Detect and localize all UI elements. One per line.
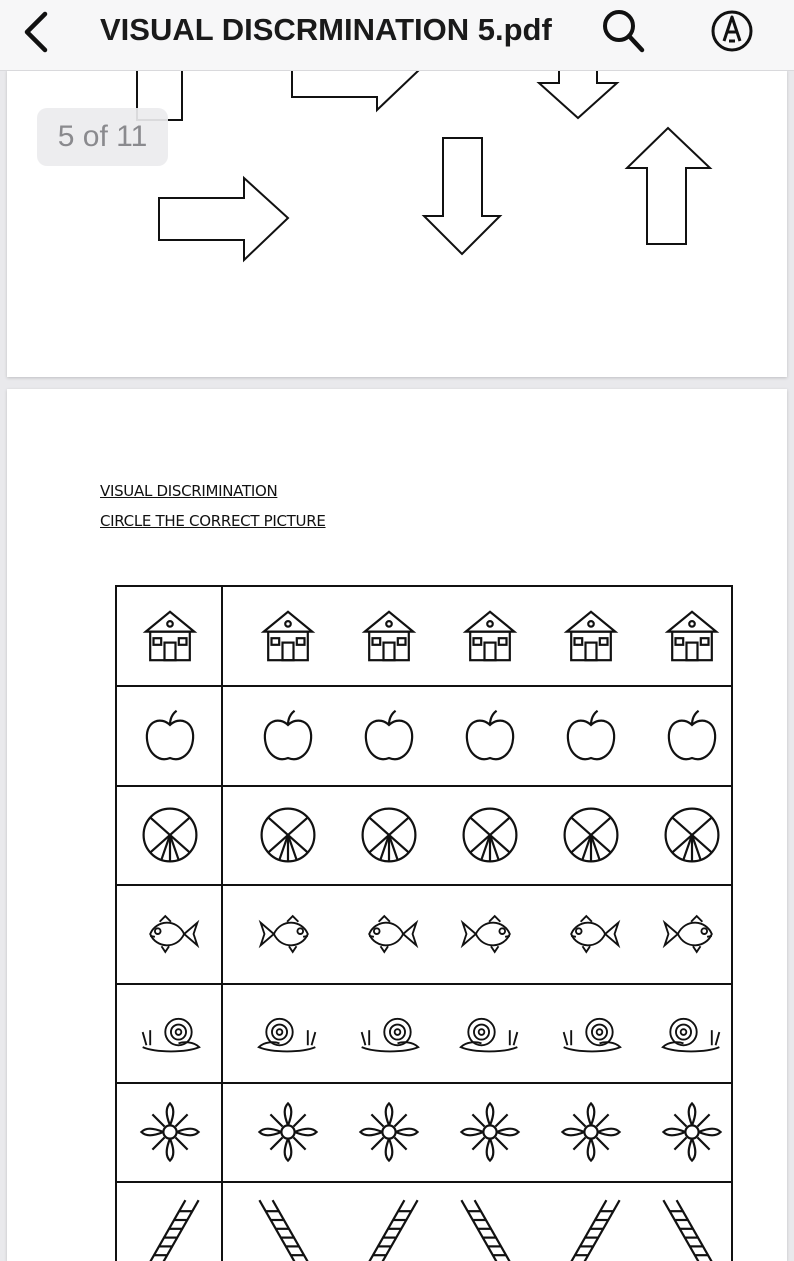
chevron-left-icon (18, 10, 58, 54)
house-icon (548, 593, 634, 679)
grid-divider (221, 587, 223, 1261)
house-option-2[interactable] (346, 593, 432, 679)
circle-wedges-icon (447, 792, 533, 878)
markup-button[interactable] (707, 6, 757, 56)
arrow-right (159, 178, 288, 260)
house-option-4[interactable] (548, 593, 634, 679)
worksheet-title: VISUAL DISCRIMINATION (100, 482, 278, 500)
house-icon (245, 593, 331, 679)
search-icon (598, 6, 648, 56)
row-divider (117, 1181, 731, 1183)
snail-target-picture (127, 990, 213, 1076)
worksheet-instruction: CIRCLE THE CORRECT PICTURE (100, 512, 326, 530)
back-button[interactable] (18, 10, 58, 54)
apple-icon (127, 693, 213, 779)
ladder-option-2[interactable] (346, 1188, 432, 1261)
flower-icon (548, 1089, 634, 1175)
ladder-icon (548, 1188, 634, 1261)
arrow-up (627, 128, 710, 244)
snail-icon (548, 990, 634, 1076)
house-icon (346, 593, 432, 679)
fish-option-4[interactable] (548, 891, 634, 977)
circle-wedges-icon (346, 792, 432, 878)
flower-target-picture (127, 1089, 213, 1175)
fish-target-picture (127, 891, 213, 977)
apple-icon (548, 693, 634, 779)
house-option-1[interactable] (245, 593, 331, 679)
house-icon (127, 593, 213, 679)
fish-option-2[interactable] (346, 891, 432, 977)
house-target-picture (127, 593, 213, 679)
ladder-option-5[interactable] (649, 1188, 735, 1261)
apple-icon (447, 693, 533, 779)
circle-wedges-icon (649, 792, 735, 878)
circle-wedges-option-4[interactable] (548, 792, 634, 878)
worksheet-grid (115, 585, 733, 1261)
flower-option-5[interactable] (649, 1089, 735, 1175)
flower-option-4[interactable] (548, 1089, 634, 1175)
fish-icon (127, 891, 213, 977)
circle-wedges-option-2[interactable] (346, 792, 432, 878)
arrow-partial-3 (539, 70, 617, 118)
ladder-option-4[interactable] (548, 1188, 634, 1261)
apple-icon (245, 693, 331, 779)
ladder-icon (127, 1188, 213, 1261)
flower-option-3[interactable] (447, 1089, 533, 1175)
circle-wedges-option-5[interactable] (649, 792, 735, 878)
ladder-target-picture (127, 1188, 213, 1261)
row-divider (117, 884, 731, 886)
house-icon (447, 593, 533, 679)
row-divider (117, 983, 731, 985)
row-divider (117, 785, 731, 787)
snail-option-5[interactable] (649, 990, 735, 1076)
snail-option-2[interactable] (346, 990, 432, 1076)
row-divider (117, 685, 731, 687)
circle-wedges-icon (127, 792, 213, 878)
arrow-partial-2 (292, 70, 419, 110)
circle-wedges-icon (548, 792, 634, 878)
snail-option-1[interactable] (245, 990, 331, 1076)
apple-icon (649, 693, 735, 779)
flower-icon (447, 1089, 533, 1175)
house-icon (649, 593, 735, 679)
apple-option-4[interactable] (548, 693, 634, 779)
flower-option-1[interactable] (245, 1089, 331, 1175)
circle-wedges-icon (245, 792, 331, 878)
apple-option-1[interactable] (245, 693, 331, 779)
snail-option-4[interactable] (548, 990, 634, 1076)
arrow-down (424, 138, 500, 254)
flower-icon (649, 1089, 735, 1175)
house-option-5[interactable] (649, 593, 735, 679)
circle-wedges-option-1[interactable] (245, 792, 331, 878)
document-title: VISUAL DISCRMINATION 5.pdf (100, 12, 552, 47)
snail-option-3[interactable] (447, 990, 533, 1076)
snail-icon (127, 990, 213, 1076)
fish-option-5[interactable] (649, 891, 735, 977)
snail-icon (649, 990, 735, 1076)
flower-option-2[interactable] (346, 1089, 432, 1175)
apple-option-2[interactable] (346, 693, 432, 779)
fish-icon (447, 891, 533, 977)
fish-icon (245, 891, 331, 977)
ladder-option-1[interactable] (245, 1188, 331, 1261)
fish-icon (548, 891, 634, 977)
house-option-3[interactable] (447, 593, 533, 679)
snail-icon (346, 990, 432, 1076)
page-indicator: 5 of 11 (37, 108, 168, 166)
apple-option-3[interactable] (447, 693, 533, 779)
flower-icon (346, 1089, 432, 1175)
top-bar (0, 0, 794, 71)
fish-option-3[interactable] (447, 891, 533, 977)
ladder-option-3[interactable] (447, 1188, 533, 1261)
ladder-icon (447, 1188, 533, 1261)
flower-icon (127, 1089, 213, 1175)
pdf-page-current[interactable] (7, 389, 787, 1261)
ladder-icon (346, 1188, 432, 1261)
snail-icon (245, 990, 331, 1076)
row-divider (117, 1082, 731, 1084)
apple-icon (346, 693, 432, 779)
ladder-icon (245, 1188, 331, 1261)
fish-icon (649, 891, 735, 977)
markup-pen-icon (707, 6, 757, 56)
flower-icon (245, 1089, 331, 1175)
search-button[interactable] (598, 6, 648, 56)
fish-option-1[interactable] (245, 891, 331, 977)
circle-wedges-target-picture (127, 792, 213, 878)
apple-target-picture (127, 693, 213, 779)
apple-option-5[interactable] (649, 693, 735, 779)
fish-icon (346, 891, 432, 977)
circle-wedges-option-3[interactable] (447, 792, 533, 878)
snail-icon (447, 990, 533, 1076)
ladder-icon (649, 1188, 735, 1261)
